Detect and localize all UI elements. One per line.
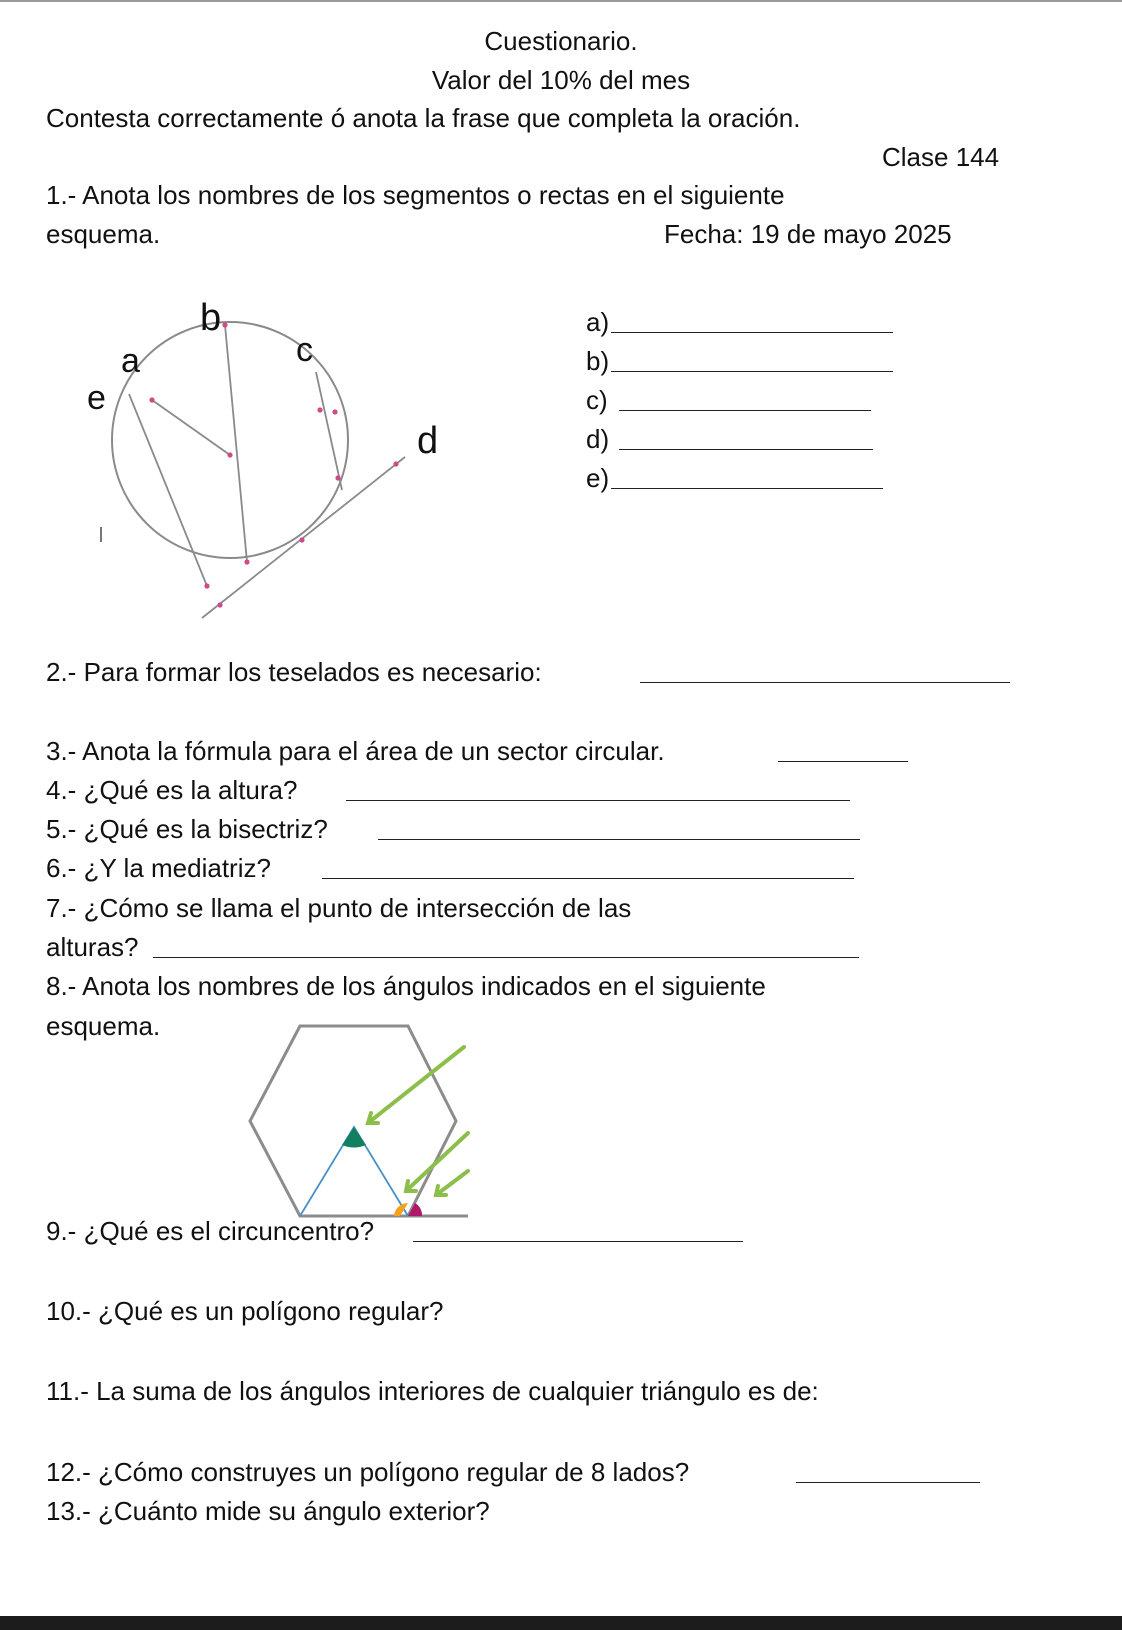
question-12: 12.- ¿Cómo construyes un polígono regular de 8 lados? xyxy=(46,1457,690,1487)
answer-label-d: d) xyxy=(586,424,610,454)
circle-segments-diagram xyxy=(80,297,520,630)
question-1-line-1: 1.- Anota los nombres de los segmentos o rectas en el siguiente xyxy=(46,180,785,210)
answer-label-b: b) xyxy=(586,346,610,376)
endpoint-c-top xyxy=(317,407,322,412)
value-note: Valor del 10% del mes xyxy=(431,65,691,95)
segment-c-chord xyxy=(316,372,342,490)
question-5: 5.- ¿Qué es la bisectriz? xyxy=(46,814,328,844)
answer-blank-q12[interactable] xyxy=(796,1482,980,1483)
endpoint-b-top xyxy=(222,322,227,327)
circle-figure xyxy=(101,322,405,618)
segment-b-diameter xyxy=(225,325,247,562)
question-3: 3.- Anota la fórmula para el área de un sector circular. xyxy=(46,736,665,766)
answer-blank-q4[interactable] xyxy=(346,800,850,801)
line-e-secant xyxy=(129,394,207,586)
answer-label-c: c) xyxy=(586,385,608,415)
question-9: 9.- ¿Qué es el circuncentro? xyxy=(46,1216,375,1246)
question-2: 2.- Para formar los teselados es necesario: xyxy=(46,657,542,687)
question-10: 10.- ¿Qué es un polígono regular? xyxy=(46,1296,444,1326)
answer-blank-e[interactable] xyxy=(611,488,883,489)
endpoint-center xyxy=(227,452,232,457)
answer-blank-c[interactable] xyxy=(619,410,871,411)
question-8-line-1: 8.- Anota los nombres de los ángulos indicados en el siguiente xyxy=(46,971,766,1001)
segment-endpoints xyxy=(149,322,398,607)
hexagon-outline xyxy=(250,1026,456,1216)
answer-blank-a[interactable] xyxy=(611,332,893,333)
answer-blank-b[interactable] xyxy=(611,371,893,372)
question-1-line-2: esquema. xyxy=(46,219,161,249)
question-8-line-2: esquema. xyxy=(46,1011,161,1041)
arrow-to-base-angle xyxy=(406,1133,468,1191)
apex-angle-marker xyxy=(342,1127,366,1148)
worksheet-title: Cuestionario. xyxy=(484,26,638,56)
arrow-to-exterior-angle xyxy=(436,1171,468,1195)
endpoint-a-outer xyxy=(149,397,154,402)
endpoint-d-end xyxy=(393,461,398,466)
label-c: c xyxy=(296,331,313,369)
class-label: Clase 144 xyxy=(882,142,1000,172)
bottom-edge-band xyxy=(0,1616,1122,1630)
answer-blank-q5[interactable] xyxy=(378,839,860,840)
top-edge-rule xyxy=(0,0,1122,2)
label-b: b xyxy=(200,297,222,339)
label-e: e xyxy=(87,379,106,417)
answer-label-e: e) xyxy=(586,463,610,493)
question-11: 11.- La suma de los ángulos interiores de cualquier triángulo es de: xyxy=(46,1376,819,1406)
answer-label-a: a) xyxy=(586,307,610,337)
question-4: 4.- ¿Qué es la altura? xyxy=(46,775,298,805)
question-6: 6.- ¿Y la mediatriz? xyxy=(46,853,271,883)
hexagon-angles-diagram xyxy=(240,1015,480,1225)
answer-blank-q6[interactable] xyxy=(322,878,854,879)
endpoint-d-tangent xyxy=(299,537,304,542)
segment-a-radius xyxy=(152,400,230,455)
answer-blank-q2[interactable] xyxy=(640,682,1010,683)
label-d: d xyxy=(417,420,439,462)
question-13: 13.- ¿Cuánto mide su ángulo exterior? xyxy=(46,1496,490,1526)
endpoint-d-lower xyxy=(217,602,222,607)
answer-blank-q3[interactable] xyxy=(778,761,908,762)
endpoint-c-right xyxy=(332,409,337,414)
answer-blank-q7[interactable] xyxy=(153,957,859,958)
label-a: a xyxy=(121,342,140,380)
date-label: Fecha: 19 de mayo 2025 xyxy=(664,219,952,249)
answer-blank-d[interactable] xyxy=(619,449,873,450)
question-7-line-1: 7.- ¿Cómo se llama el punto de intersección de las xyxy=(46,893,632,923)
line-d-tangent xyxy=(202,457,405,618)
question-7-line-2: alturas? xyxy=(46,932,139,962)
answer-blank-q9[interactable] xyxy=(413,1241,743,1242)
instruction-text: Contesta correctamente ó anota la frase que completa la oración. xyxy=(46,103,801,133)
endpoint-c-bottom xyxy=(335,475,340,480)
endpoint-b-bottom xyxy=(244,559,249,564)
endpoint-e-end xyxy=(204,583,209,588)
